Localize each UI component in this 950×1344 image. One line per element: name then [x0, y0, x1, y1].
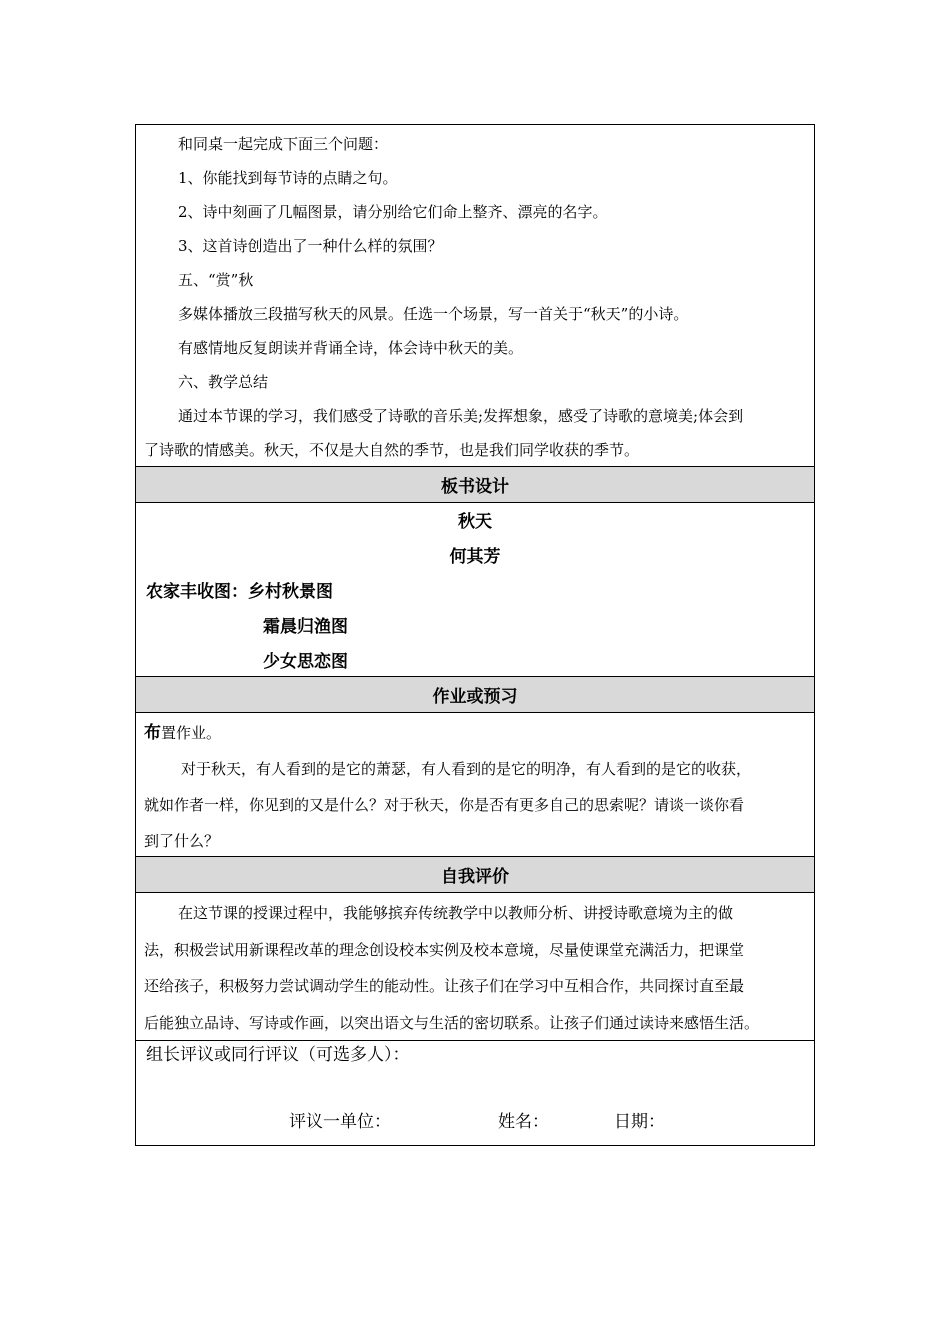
paragraph: 对于秋天，有人看到的是它的萧瑟，有人看到的是它的明净，有人看到的是它的收获，	[181, 760, 752, 778]
paragraph: 多媒体播放三段描写秋天的风景。任选一个场景，写一首关于“秋天”的小诗。	[178, 305, 689, 323]
peer-review-section	[136, 1040, 814, 1145]
paragraph: 有感情地反复朗读并背诵全诗，体会诗中秋天的美。	[178, 339, 524, 357]
self-evaluation-header: 自我评价	[136, 856, 814, 892]
section-heading: 六、教学总结	[178, 373, 269, 391]
paragraph: 就如作者一样，你见到的又是什么？对于秋天，你是否有更多自己的思索呢？请谈一谈你看	[144, 796, 745, 814]
paragraph: 和同桌一起完成下面三个问题：	[178, 135, 389, 153]
review-unit-label: 评议一单位：	[289, 1112, 391, 1132]
review-title: 组长评议或同行评议（可选多人）：	[146, 1045, 410, 1065]
section-heading: 五、“赏”秋	[178, 271, 254, 289]
homework-intro-rest: 置作业。	[161, 724, 222, 742]
paragraph: 后能独立品诗、写诗或作画，以突出语文与生活的密切联系。让孩子们通过读诗来感悟生活。	[144, 1013, 760, 1032]
board-item: 少女思恋图	[263, 652, 348, 672]
review-date-label: 日期：	[614, 1112, 665, 1132]
paragraph: 2、诗中刻画了几幅图景，请分别给它们命上整齐、漂亮的名字。	[178, 203, 608, 221]
board-design-section	[136, 502, 814, 676]
paragraph: 1、你能找到每节诗的点睛之句。	[178, 169, 398, 187]
review-name-label: 姓名：	[498, 1112, 549, 1132]
self-evaluation-section	[136, 892, 814, 1040]
lesson-plan-table	[135, 124, 815, 1146]
paragraph: 了诗歌的情感美。秋天，不仅是大自然的季节，也是我们同学收获的季节。	[144, 441, 640, 459]
paragraph: 通过本节课的学习，我们感受了诗歌的音乐美;发挥想象，感受了诗歌的意境美;体会到	[178, 407, 744, 425]
poem-title: 秋天	[458, 512, 492, 532]
homework-intro	[144, 715, 806, 751]
homework-section	[136, 712, 814, 856]
homework-header: 作业或预习	[136, 676, 814, 712]
paragraph: 法，积极尝试用新课程改革的理念创设校本实例及校本意境，尽量使课堂充满活力，把课堂	[144, 940, 745, 959]
board-item: 霜晨归渔图	[263, 617, 348, 637]
homework-first-char: 布	[144, 723, 161, 743]
board-design-header: 板书设计	[136, 466, 814, 502]
paragraph: 在这节课的授课过程中，我能够摈弃传统教学中以教师分析、讲授诗歌意境为主的做	[178, 904, 734, 922]
paragraph: 3、这首诗创造出了一种什么样的氛围？	[178, 237, 443, 255]
paragraph: 还给孩子，积极努力尝试调动学生的能动性。让孩子们在学习中互相合作，共同探讨直至最	[144, 977, 745, 995]
teaching-process-section	[136, 125, 814, 466]
board-item: 农家丰收图：乡村秋景图	[146, 582, 333, 602]
poem-author: 何其芳	[449, 547, 501, 567]
paragraph: 到了什么？	[144, 832, 220, 850]
